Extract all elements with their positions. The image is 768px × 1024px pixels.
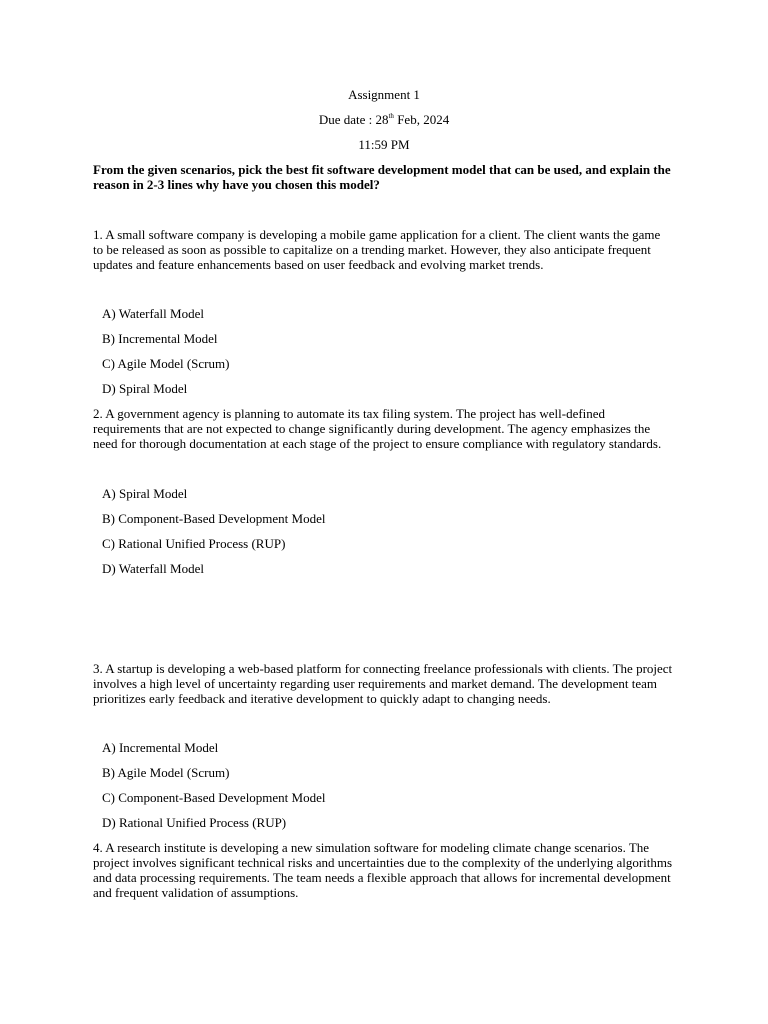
question-2-option-b: B) Component-Based Development Model: [102, 511, 326, 526]
due-date-suffix: Feb, 2024: [393, 112, 450, 127]
question-1-text: 1. A small software company is developing a mobile game application for a client. The client wants the game to be released as soon as possible to capitalize on a trending market. However, they also anticipate frequent updates and feature enhancements based on user feedback and evolving market trends.: [93, 227, 661, 272]
question-3-option-d: D) Rational Unified Process (RUP): [102, 815, 287, 830]
question-2-option-a: A) Spiral Model: [102, 486, 188, 501]
question-4-text: 4. A research institute is developing a new simulation software for modeling climate change scenarios. The project involves significant technical risks and uncertainties due to the complexity of the underlying algorithms and data processing requirements. The team needs a flexible approach that allows for incremental development and frequent validation of assumptions.: [93, 840, 673, 900]
due-date-ordinal: th: [388, 111, 394, 120]
question-3-option-a: A) Incremental Model: [102, 740, 219, 755]
question-1-option-d: D) Spiral Model: [102, 381, 188, 396]
question-2-text: 2. A government agency is planning to automate its tax filing system. The project has well-defined requirements that are not expected to change significantly during development. The agency emphasizes the need for thorough documentation at each stage of the project to ensure compliance with regulatory standards.: [93, 406, 662, 451]
question-3-option-b: B) Agile Model (Scrum): [102, 765, 230, 780]
question-3-text: 3. A startup is developing a web-based platform for connecting freelance professionals with clients. The project involves a high level of uncertainty regarding user requirements and market demand. The development team prioritizes early feedback and iterative development to quickly adapt to changing needs.: [93, 661, 673, 706]
question-1-option-a: A) Waterfall Model: [102, 306, 204, 321]
question-2-option-c: C) Rational Unified Process (RUP): [102, 536, 286, 551]
instruction-text: From the given scenarios, pick the best fit software development model that can be used, and explain the reason in 2-3 lines why have you chosen this model?: [93, 162, 671, 192]
due-date-prefix: Due date : 28: [318, 112, 389, 127]
question-3-option-c: C) Component-Based Development Model: [102, 790, 326, 805]
due-date: [0, 112, 768, 127]
due-time: 11:59 PM: [358, 137, 410, 152]
assignment-title: Assignment 1: [348, 87, 420, 102]
question-2-option-d: D) Waterfall Model: [102, 561, 204, 576]
question-1-option-c: C) Agile Model (Scrum): [102, 356, 230, 371]
question-1-option-b: B) Incremental Model: [102, 331, 218, 346]
